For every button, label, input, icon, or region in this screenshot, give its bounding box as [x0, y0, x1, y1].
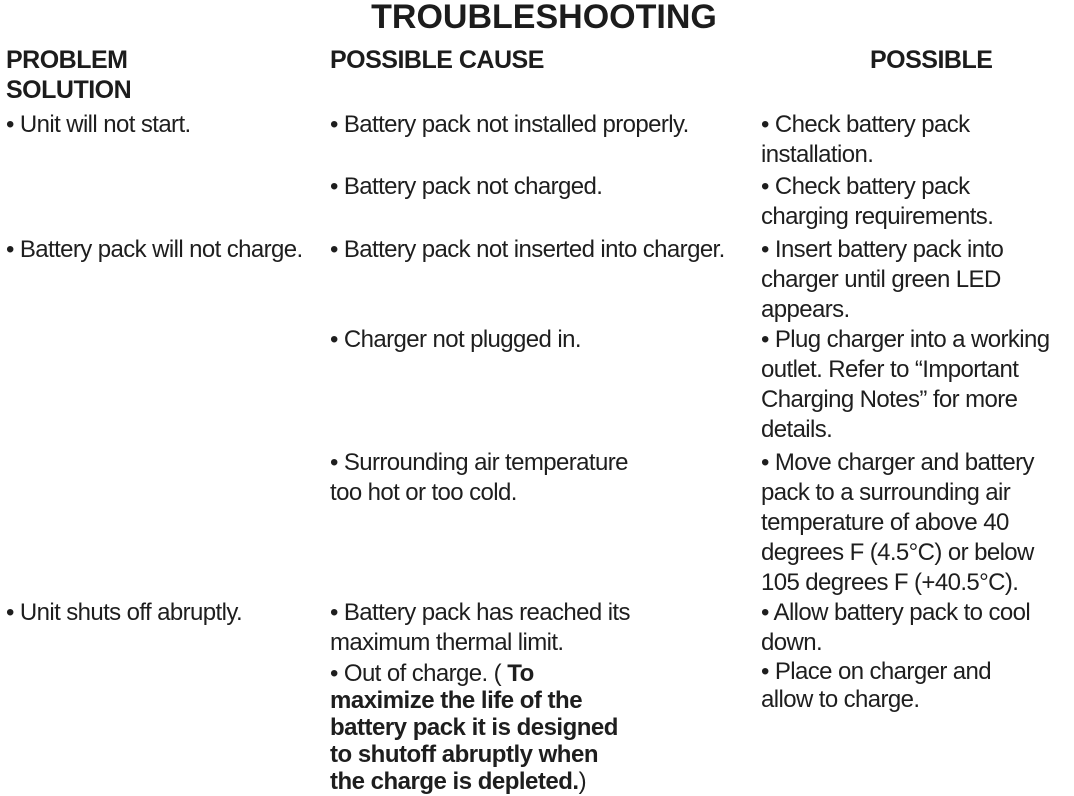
row-4-solution: • Plug charger into a working outlet. Refer to “Important Charging Notes” for more details. [761, 326, 1050, 443]
row-7-cause-prefix: • Out of charge. ( [330, 660, 502, 687]
row-1-cause: • Battery pack not installed properly. [330, 111, 689, 138]
row-6-problem: • Unit shuts off abruptly. [6, 599, 243, 626]
row-7-solution: • Place on charger and allow to charge. [761, 658, 992, 713]
row-6-solution: • Allow battery pack to cool down. [761, 599, 1031, 656]
row-1-problem: • Unit will not start. [6, 111, 191, 138]
row-5-cause: • Surrounding air temperature too hot or too cold. [330, 449, 628, 506]
row-4-cause: • Charger not plugged in. [330, 326, 581, 353]
row-7-cause-suffix: ) [578, 768, 586, 795]
row-3-problem: • Battery pack will not charge. [6, 236, 303, 263]
row-7-cause-note: To maximize the life of the battery pack it is designed to shutoff abruptly when the charge is depleted. [330, 660, 618, 795]
row-1-solution: • Check battery pack installation. [761, 111, 970, 168]
row-2-cause: • Battery pack not charged. [330, 173, 603, 200]
row-2-solution: • Check battery pack charging requirements. [761, 173, 994, 230]
column-header-solution: POSSIBLE [870, 46, 993, 74]
column-header-problem-line1: PROBLEM [6, 46, 128, 74]
column-header-problem [6, 45, 206, 105]
page-title: TROUBLESHOOTING [371, 0, 717, 36]
row-7-cause [330, 660, 630, 795]
row-5-solution: • Move charger and battery pack to a surrounding air temperature of above 40 degrees F (4.5°C) or below 105 degrees F (+40.5°C). [761, 449, 1034, 596]
row-6-cause: • Battery pack has reached its maximum thermal limit. [330, 599, 630, 656]
row-3-solution: • Insert battery pack into charger until green LED appears. [761, 236, 1004, 323]
column-header-cause: POSSIBLE CAUSE [330, 46, 544, 74]
column-header-problem-line2: SOLUTION [6, 76, 132, 104]
row-3-cause: • Battery pack not inserted into charger. [330, 236, 725, 263]
